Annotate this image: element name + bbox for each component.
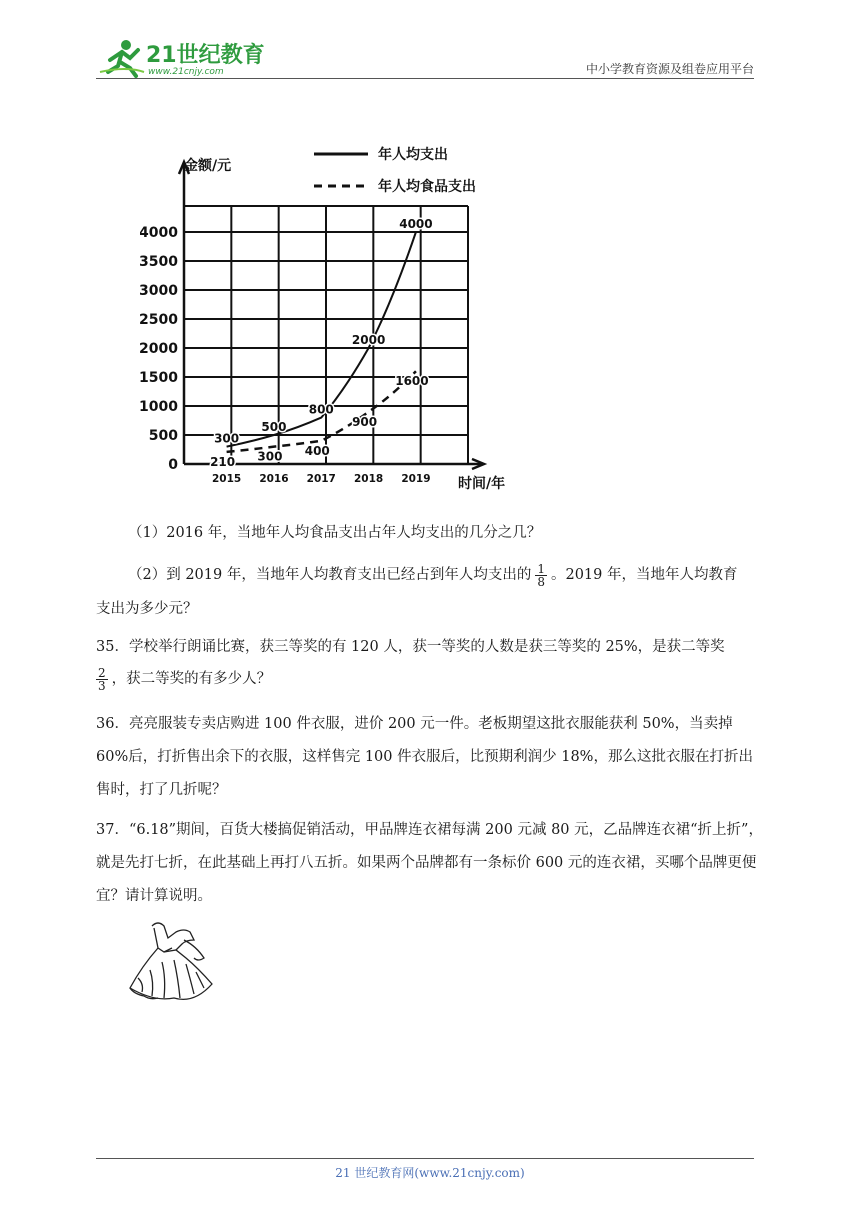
q35-text-a: 35．学校举行朗诵比赛，获三等奖的有 120 人，获一等奖的人数是获三等奖的 25%，是获二等奖 — [96, 639, 725, 655]
data-label: 1600 — [395, 374, 429, 389]
y-tick-label: 4000 — [140, 225, 178, 241]
footer-site-text: 21 世纪教育网(www.21cnjy.com) — [335, 1166, 525, 1180]
fraction-denominator: 3 — [98, 678, 106, 693]
chart-lines — [227, 232, 417, 452]
runner-icon — [100, 40, 144, 76]
line-chart — [140, 136, 520, 496]
header-platform-text: 中小学教育资源及组卷应用平台 — [585, 62, 754, 76]
x-tick-label: 2015 — [211, 473, 242, 485]
data-label: 900 — [352, 414, 378, 429]
q34-2-text-b: 。2019 年，当地年人均教育 — [550, 567, 738, 583]
q35-text-b: ，获二等奖的有多少人？ — [111, 671, 272, 687]
y-tick-label: 2500 — [140, 312, 178, 328]
y-tick-label: 2000 — [140, 341, 178, 357]
fraction-one-eighth — [535, 563, 547, 588]
fraction-numerator: 2 — [98, 665, 106, 680]
chart-legend — [314, 146, 476, 195]
question-34-part-1: （1）2016 年，当地年人均食品支出占年人均支出的几分之几？ — [128, 525, 542, 541]
y-tick-labels — [140, 225, 178, 473]
data-label: 210 — [210, 454, 236, 469]
x-tick-label: 2016 — [259, 473, 289, 485]
x-tick-labels — [212, 473, 431, 485]
chart-svg — [140, 136, 520, 496]
data-label: 300 — [257, 449, 283, 464]
data-label: 4000 — [399, 217, 433, 231]
question-36: 36．亮亮服装专卖店购进 100 件衣服，进价 200 元一件。老板期望这批衣服能获利 50%，当卖掉 60%后，打折售出余下的衣服，这样售完 100 件衣服后，比预期利润少 18%，那么这批衣服在打折出售时，打了几折呢？ — [96, 716, 753, 798]
chart-axes — [179, 162, 484, 469]
y-tick-label: 3000 — [140, 283, 178, 299]
x-tick-label: 2019 — [401, 473, 431, 485]
legend-label: 年人均食品支出 — [378, 179, 476, 195]
dress-illustration — [124, 918, 216, 1010]
y-tick-label: 1500 — [140, 370, 178, 386]
x-tick-label: 2018 — [353, 473, 384, 485]
data-label: 2000 — [351, 333, 386, 347]
question-35 — [96, 632, 764, 694]
y-tick-label: 3500 — [140, 254, 178, 270]
y-tick-label: 0 — [168, 457, 178, 473]
q34-2-text-a: （2）到 2019 年，当地年人均教育支出已经占到年人均支出的 — [128, 567, 532, 583]
q34-2-text-c: 支出为多少元？ — [96, 601, 198, 617]
y-tick-label: 500 — [148, 428, 178, 444]
fraction-two-thirds — [96, 667, 108, 692]
y-axis-label: 金额/元 — [184, 158, 232, 174]
footer-divider — [96, 1158, 754, 1159]
chart-grid — [184, 206, 468, 464]
question-37: 37．“6.18”期间，百货大楼搞促销活动，甲品牌连衣裙每满 200 元减 80 元，乙品牌连衣裙“折上折”，就是先打七折，在此基础上再打八五折。如果两个品牌都有一条标价 600 元的连衣裙，买哪个品牌更便宜？请计算说明。 — [96, 822, 763, 904]
data-label: 400 — [304, 443, 330, 458]
fraction-denominator: 8 — [537, 574, 545, 589]
x-tick-label: 2017 — [306, 473, 336, 485]
question-34-part-2 — [96, 560, 764, 590]
y-tick-label: 1000 — [140, 399, 178, 415]
header-divider — [96, 78, 754, 79]
x-axis-label: 时间/年 — [458, 476, 506, 492]
fraction-numerator: 1 — [537, 561, 545, 576]
logo-url: www.21cnjy.com — [148, 67, 224, 77]
site-logo — [96, 36, 266, 78]
data-label: 500 — [261, 420, 287, 434]
data-label: 300 — [214, 431, 240, 446]
data-labels — [210, 217, 433, 469]
data-label: 800 — [308, 402, 334, 417]
logo-text: 21世纪教育 — [146, 43, 265, 68]
legend-label: 年人均支出 — [378, 147, 448, 163]
